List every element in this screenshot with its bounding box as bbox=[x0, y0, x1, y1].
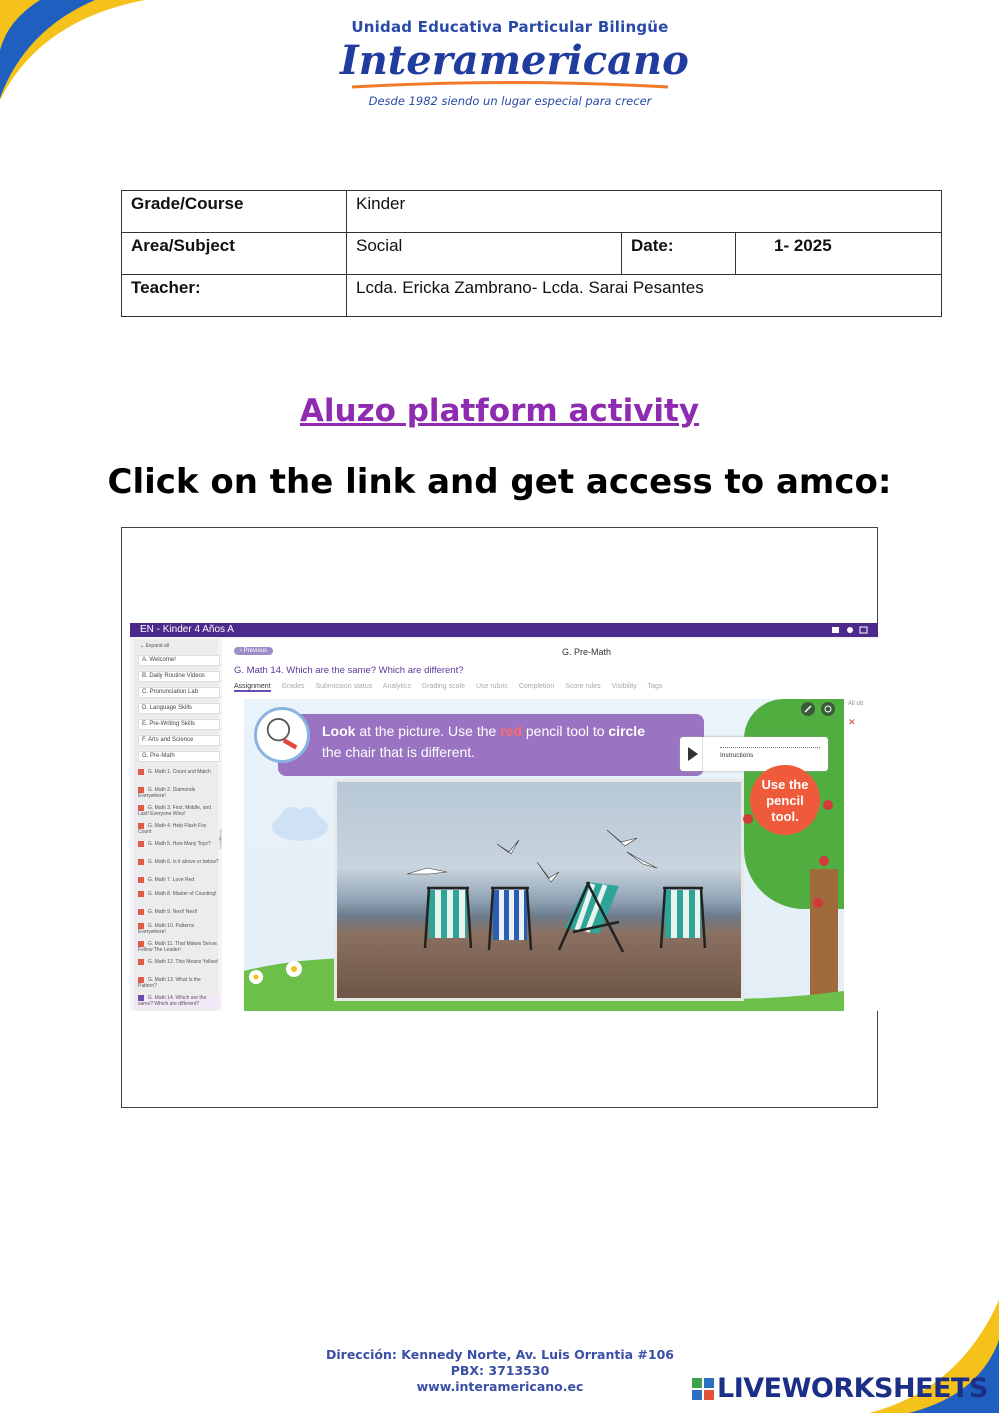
previous-button[interactable]: ‹ Previous bbox=[234, 647, 273, 655]
tab-score-rules[interactable]: Score rules bbox=[565, 683, 601, 690]
platform-screenshot[interactable] bbox=[130, 623, 878, 1011]
close-icon[interactable]: ✕ bbox=[848, 717, 856, 727]
list-item-active[interactable]: G. Math 14. Which are the same? Which are different? bbox=[138, 995, 220, 1007]
activity-icon bbox=[138, 959, 144, 965]
sidebar-item-pronunciation[interactable]: C. Pronunciation Lab bbox=[138, 687, 220, 698]
tab-assignment[interactable]: Assignment bbox=[234, 683, 271, 690]
sidebar-item-prewriting[interactable]: E. Pre-Writing Skills bbox=[138, 719, 220, 730]
school-logo bbox=[340, 18, 689, 108]
activity-icon bbox=[138, 909, 144, 915]
activity-icon bbox=[138, 859, 144, 865]
sidebar-item-routine[interactable]: B. Daily Routine Videos bbox=[138, 671, 220, 682]
play-icon[interactable] bbox=[686, 746, 700, 762]
list-item[interactable]: G. Math 12. This Means Yellow! bbox=[138, 959, 220, 965]
teacher-label: Teacher: bbox=[122, 275, 347, 317]
list-item[interactable]: G. Math 2. Diamonds Everywhere! bbox=[138, 787, 196, 799]
right-panel bbox=[844, 699, 878, 1011]
website-line: www.interamericano.ec bbox=[416, 1379, 584, 1394]
footer-address bbox=[300, 1347, 700, 1395]
grade-label: Grade/Course bbox=[122, 191, 347, 233]
tab-grading-scale[interactable]: Grading scale bbox=[421, 683, 465, 690]
grade-value: Kinder bbox=[347, 191, 942, 233]
pencil-tool-badge: Use the pencil tool. bbox=[750, 765, 820, 835]
tab-use-rubric[interactable]: Use rubric bbox=[475, 683, 508, 690]
activity-icon bbox=[138, 877, 144, 883]
sidebar-item-welcome[interactable]: A. Welcome! bbox=[138, 655, 220, 666]
date-label: Date: bbox=[622, 233, 736, 275]
list-item[interactable]: G. Math 6. Is it above or below? bbox=[138, 859, 220, 865]
chair-4 bbox=[661, 888, 705, 948]
list-item[interactable]: G. Math 8. Master of Counting! bbox=[138, 891, 220, 897]
tab-submission-status[interactable]: Submission status bbox=[315, 683, 373, 690]
sidebar-item-arts[interactable]: F. Arts and Science bbox=[138, 735, 220, 746]
teacher-value: Lcda. Ericka Zambrano- Lcda. Sarai Pesantes bbox=[347, 275, 942, 317]
list-item[interactable]: G. Math 4. Help Flash Fox Count bbox=[138, 823, 207, 835]
list-item[interactable]: G. Math 10. Patterns Everywhere! bbox=[138, 923, 195, 935]
address-line: Dirección: Kennedy Norte, Av. Luis Orrantia #106 bbox=[326, 1347, 674, 1362]
brand-text: LIVEWORKSHEETS bbox=[717, 1373, 988, 1404]
tab-tags[interactable]: Tags bbox=[647, 683, 663, 690]
liveworksheets-brand bbox=[692, 1373, 988, 1404]
expand-all[interactable]: ⌄ Expand all bbox=[140, 643, 169, 649]
list-item[interactable]: G. Math 13. What Is the Pattern? bbox=[138, 977, 201, 989]
activity-icon bbox=[138, 891, 144, 897]
instruction-banner bbox=[278, 714, 704, 776]
tab-analytics[interactable]: Analytics bbox=[382, 683, 411, 690]
phone-line: PBX: 3713530 bbox=[450, 1363, 550, 1378]
audio-instructions[interactable] bbox=[680, 737, 828, 771]
banner-text-line2: the chair that is different. bbox=[322, 744, 476, 760]
activity-icon bbox=[138, 841, 144, 847]
tool-icons[interactable] bbox=[800, 701, 840, 717]
area-value: Social bbox=[347, 233, 622, 275]
beach-chairs-photo[interactable] bbox=[334, 779, 744, 1001]
activity-icon bbox=[138, 769, 144, 775]
cloud-icon bbox=[270, 803, 330, 843]
tab-grades[interactable]: Grades bbox=[281, 683, 305, 690]
info-table bbox=[121, 190, 942, 317]
main-pane bbox=[222, 639, 878, 1011]
area-label: Area/Subject bbox=[122, 233, 347, 275]
course-topbar bbox=[130, 623, 878, 637]
school-motto: Desde 1982 siendo un lugar especial para crecer bbox=[368, 94, 652, 108]
banner-text-line1: Look at the picture. Use the red pencil tool to circle bbox=[322, 723, 645, 739]
tab-bar bbox=[234, 683, 671, 690]
list-item[interactable]: G. Math 1. Count and Match bbox=[138, 769, 220, 775]
right-panel-text: All ott bbox=[848, 701, 864, 707]
list-item[interactable]: G. Math 9. Next! Next! bbox=[138, 909, 220, 915]
topbar-icons bbox=[830, 626, 870, 634]
collapse-sidebar-icon[interactable]: ‹ bbox=[219, 829, 225, 849]
tab-visibility[interactable]: Visibility bbox=[611, 683, 637, 690]
sidebar-item-language[interactable]: D. Language Skills bbox=[138, 703, 220, 714]
chevron-down-icon: ⌄ bbox=[140, 643, 146, 649]
sidebar-item-premath[interactable]: G. Pre-Math bbox=[138, 751, 220, 762]
chair-2 bbox=[489, 888, 531, 950]
list-item[interactable]: G. Math 7. Love Red bbox=[138, 877, 220, 883]
chair-3 bbox=[559, 882, 623, 952]
table-row bbox=[122, 275, 942, 317]
corner-decoration-top-left bbox=[0, 0, 150, 110]
table-row bbox=[122, 233, 942, 275]
liveworksheets-logo-icon bbox=[692, 1378, 714, 1400]
apples-decoration bbox=[740, 799, 844, 919]
instructions-label: Instructions bbox=[720, 752, 754, 759]
chair-1 bbox=[425, 888, 471, 948]
list-item[interactable]: G. Math 5. How Many Toys? bbox=[138, 841, 220, 847]
beach-chairs-image bbox=[337, 782, 741, 998]
school-name: Interamericano bbox=[340, 37, 689, 84]
date-value: 1- 2025 bbox=[736, 233, 942, 275]
question-title: G. Math 14. Which are the same? Which are different? bbox=[234, 665, 464, 676]
school-line: Unidad Educativa Particular Bilingüe bbox=[351, 18, 669, 36]
tab-completion[interactable]: Completion bbox=[518, 683, 555, 690]
activity-canvas[interactable] bbox=[244, 699, 844, 1011]
section-title: G. Pre-Math bbox=[562, 647, 612, 657]
course-sidebar bbox=[134, 639, 218, 1011]
list-item[interactable]: G. Math 3. First, Middle, and Last! Everyone Wins! bbox=[138, 805, 212, 817]
page-title: Aluzo platform activity bbox=[299, 393, 700, 429]
page-subtitle: Click on the link and get access to amco: bbox=[107, 462, 892, 502]
magnifier-pencil-icon bbox=[254, 707, 310, 763]
table-row bbox=[122, 191, 942, 233]
course-title: EN - Kinder 4 Años A bbox=[140, 624, 234, 635]
list-item[interactable]: G. Math 11. That Makes Sense. Follow The Leader! bbox=[138, 941, 219, 953]
